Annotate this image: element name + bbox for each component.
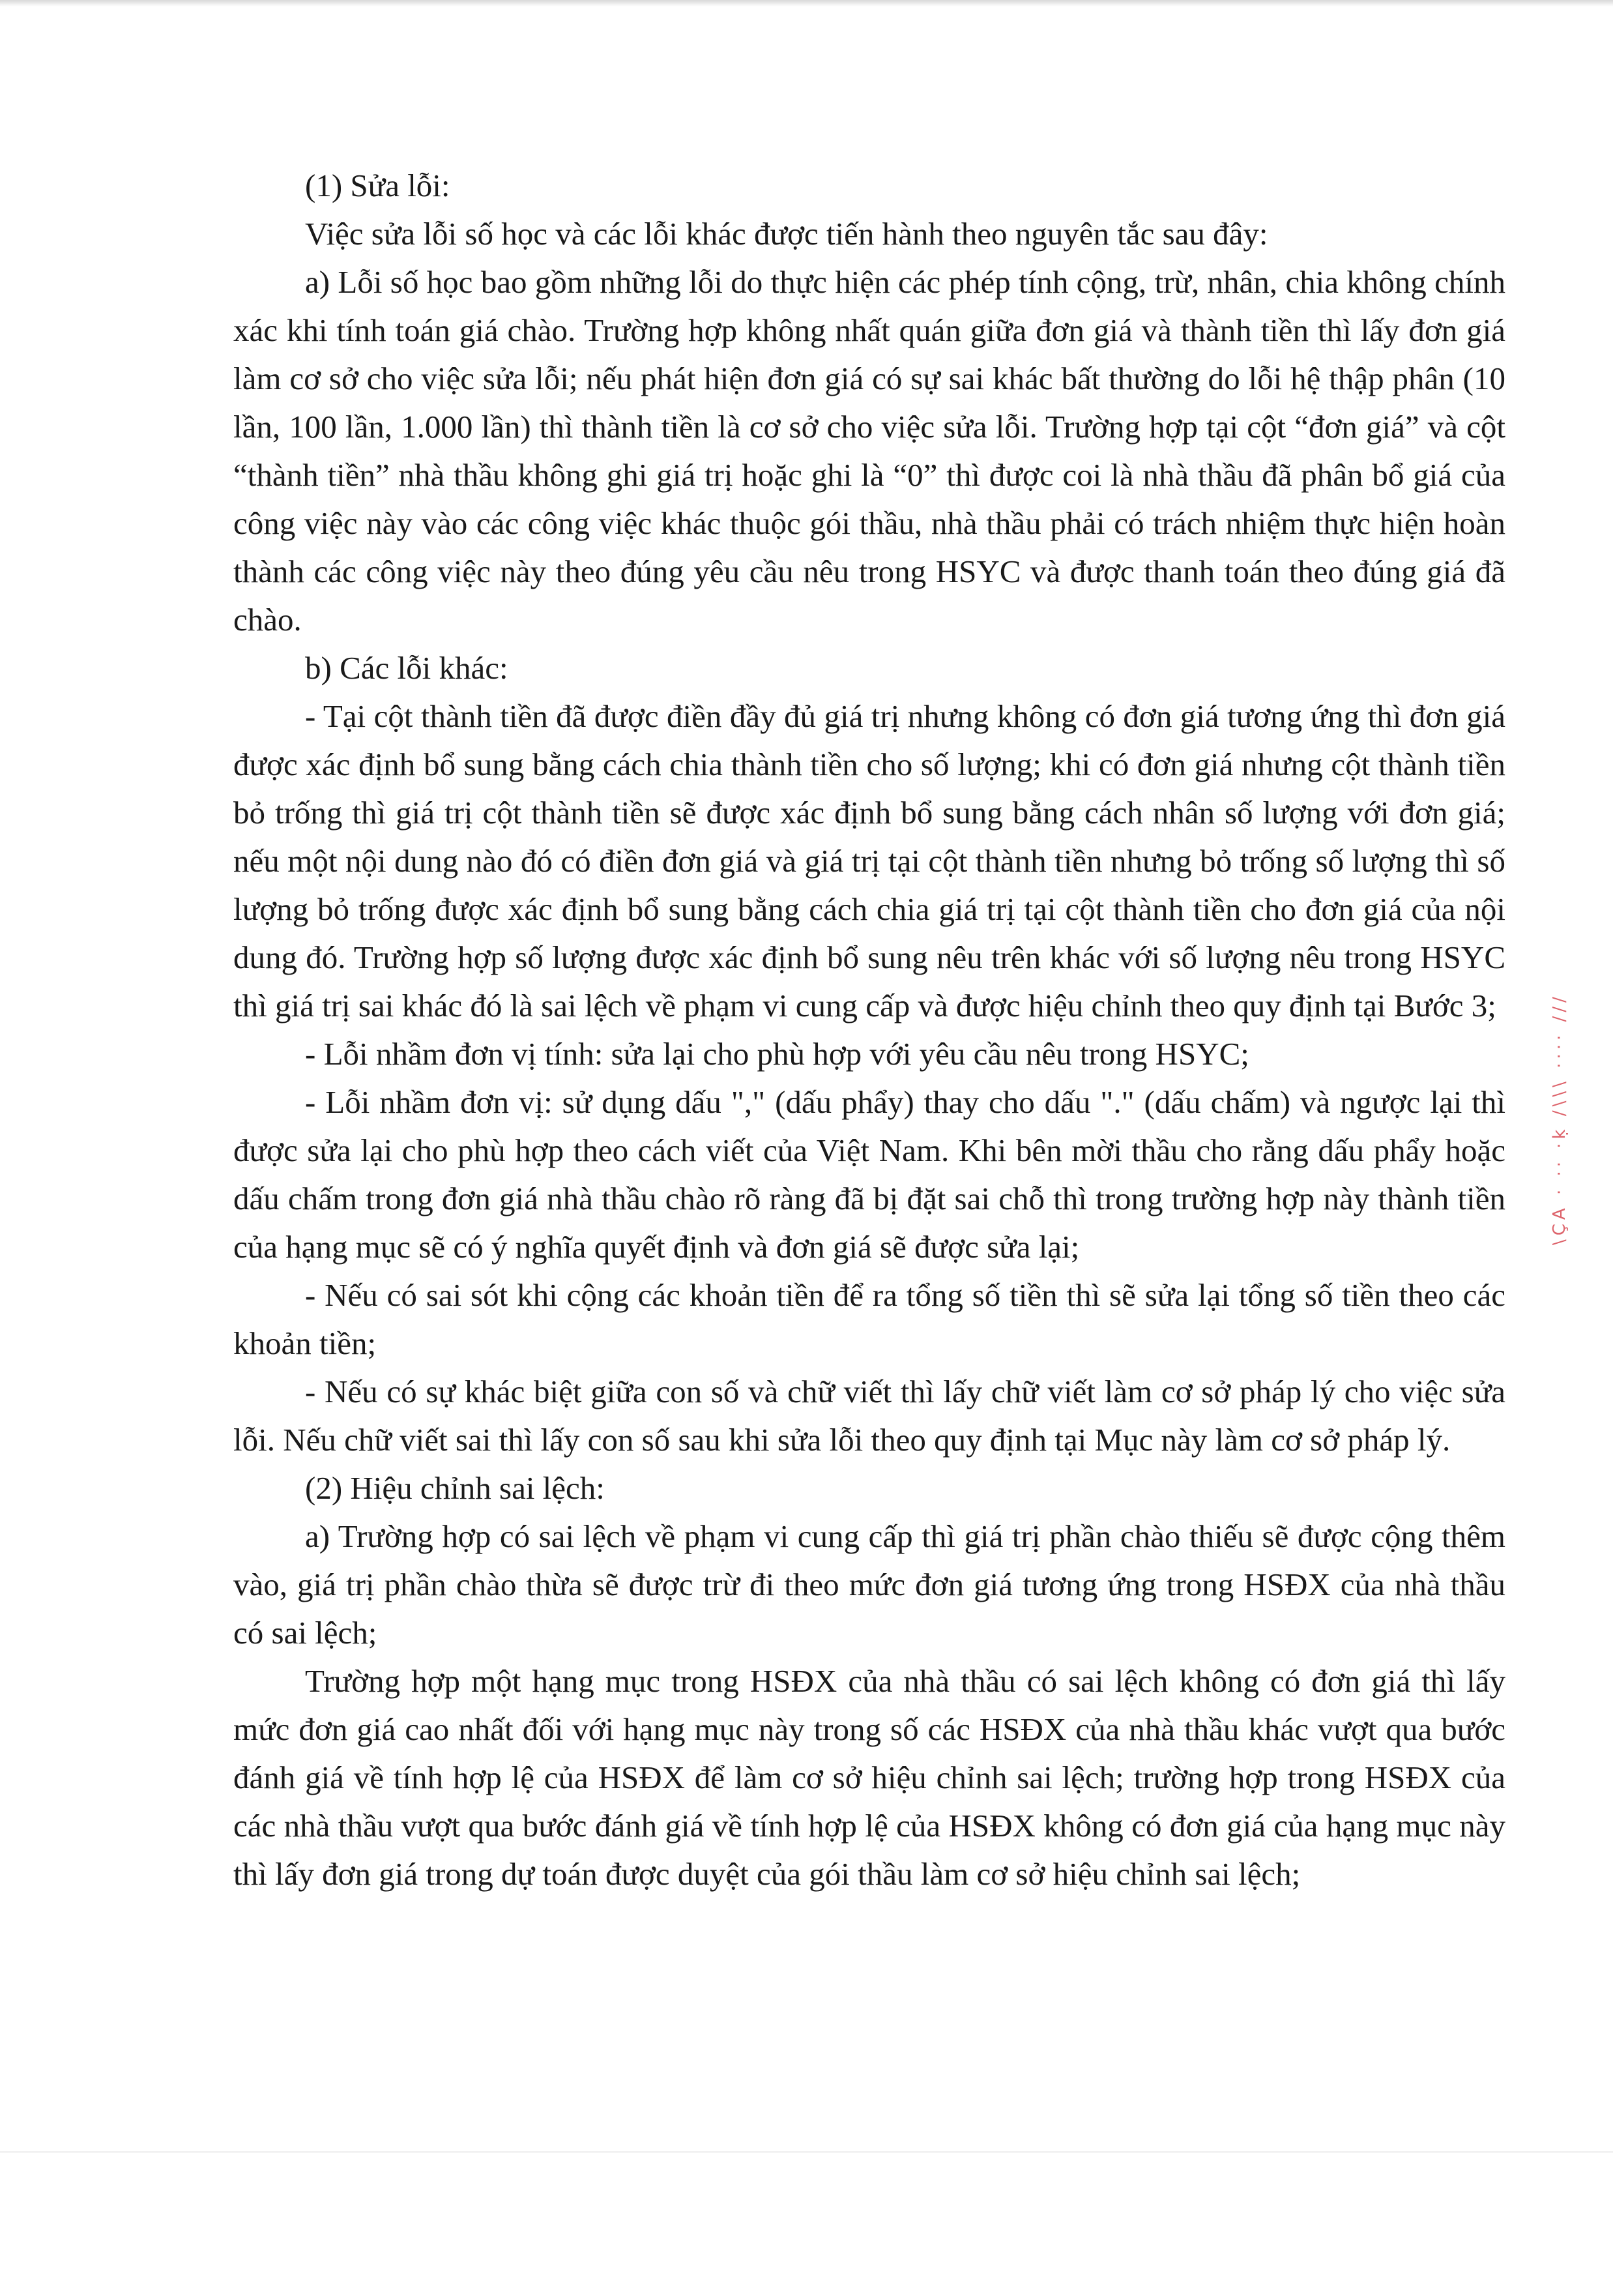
paragraph-section-2-heading: (2) Hiệu chỉnh sai lệch:: [305, 1470, 605, 1506]
scan-edge: [0, 0, 1613, 7]
paragraph-missing-unit-price: Trường hợp một hạng mục trong HSĐX của nhà thầu có sai lệch không có đơn giá thì lấy mức đơn giá cao nhất đối với hạng mục này trong số các HSĐX của nhà thầu khác vượt qua bước đánh giá về tính hợp lệ của HSĐX để làm cơ sở hiệu chỉnh sai lệch; trường hợp trong HSĐX của các nhà thầu vượt qua bước đánh giá về tính hợp lệ của HSĐX không có đơn giá của hạng mục này thì lấy đơn giá trong dự toán được duyệt của gói thầu làm cơ sở hiệu chỉnh sai lệch;: [233, 1663, 1505, 1892]
paragraph-sum-errors: - Nếu có sai sót khi cộng các khoản tiền để ra tổng số tiền thì sẽ sửa lại tổng số tiền theo các khoản tiền;: [233, 1277, 1505, 1361]
document-body: [233, 162, 1505, 1898]
paragraph-b-other-errors: b) Các lỗi khác:: [305, 650, 508, 686]
paragraph-amount-column: - Tại cột thành tiền đã được điền đầy đủ giá trị nhưng không có đơn giá tương ứng thì đơn giá được xác định bổ sung bằng cách chia thành tiền cho số lượng; khi có đơn giá nhưng cột thành tiền bỏ trống thì giá trị cột thành tiền sẽ được xác định bổ sung bằng cách nhân số lượng với đơn giá; nếu một nội dung nào đó có điền đơn giá và giá trị tại cột thành tiền nhưng bỏ trống số lượng thì số lượng bỏ trống được xác định bổ sung bằng cách chia giá trị tại cột thành tiền cho đơn giá của nội dung đó. Trường hợp số lượng được xác định bổ sung nêu trên khác với số lượng nêu trong HSYC thì giá trị sai khác đó là sai lệch về phạm vi cung cấp và được hiệu chỉnh theo quy định tại Bước 3;: [233, 698, 1505, 1023]
paragraph-section-1-heading: (1) Sửa lỗi:: [305, 168, 450, 203]
paragraph-intro: Việc sửa lỗi số học và các lỗi khác được tiến hành theo nguyên tắc sau đây:: [305, 216, 1268, 252]
paragraph-decimal-separator: - Lỗi nhầm đơn vị: sử dụng dấu "," (dấu phẩy) thay cho dấu "." (dấu chấm) và ngược lại thì được sửa lại cho phù hợp theo cách viết của Việt Nam. Khi bên mời thầu cho rằng dấu phẩy hoặc dấu chấm trong đơn giá nhà thầu chào rõ ràng đã bị đặt sai chỗ thì trong trường hợp này thành tiền của hạng mục sẽ có ý nghĩa quyết định và đơn giá sẽ được sửa lại;: [233, 1084, 1505, 1265]
page-bottom-rule: [0, 2151, 1613, 2153]
margin-annotation: \ÇA · ·· ·ḳ /\\\ ···· ///: [1550, 993, 1569, 1245]
paragraph-unit-of-measure: - Lỗi nhầm đơn vị tính: sửa lại cho phù hợp với yêu cầu nêu trong HSYC;: [305, 1036, 1249, 1072]
paragraph-scope-deviation: a) Trường hợp có sai lệch về phạm vi cung cấp thì giá trị phần chào thiếu sẽ được cộng thêm vào, giá trị phần chào thừa sẽ được trừ đi theo mức đơn giá tương ứng trong HSĐX của nhà thầu có sai lệch;: [233, 1518, 1505, 1651]
paragraph-number-vs-words: - Nếu có sự khác biệt giữa con số và chữ viết thì lấy chữ viết làm cơ sở pháp lý cho việc sửa lỗi. Nếu chữ viết sai thì lấy con số sau khi sửa lỗi theo quy định tại Mục này làm cơ sở pháp lý.: [233, 1374, 1505, 1458]
paragraph-a-arithmetic-errors: a) Lỗi số học bao gồm những lỗi do thực hiện các phép tính cộng, trừ, nhân, chia không chính xác khi tính toán giá chào. Trường hợp không nhất quán giữa đơn giá và thành tiền thì lấy đơn giá làm cơ sở cho việc sửa lỗi; nếu phát hiện đơn giá có sự sai khác bất thường do lỗi hệ thập phân (10 lần, 100 lần, 1.000 lần) thì thành tiền là cơ sở cho việc sửa lỗi. Trường hợp tại cột “đơn giá” và cột “thành tiền” nhà thầu không ghi giá trị hoặc ghi là “0” thì được coi là nhà thầu đã phân bổ giá của công việc này vào các công việc khác thuộc gói thầu, nhà thầu phải có trách nhiệm thực hiện hoàn thành các công việc này theo đúng yêu cầu nêu trong HSYC và được thanh toán theo đúng giá đã chào.: [233, 264, 1505, 638]
